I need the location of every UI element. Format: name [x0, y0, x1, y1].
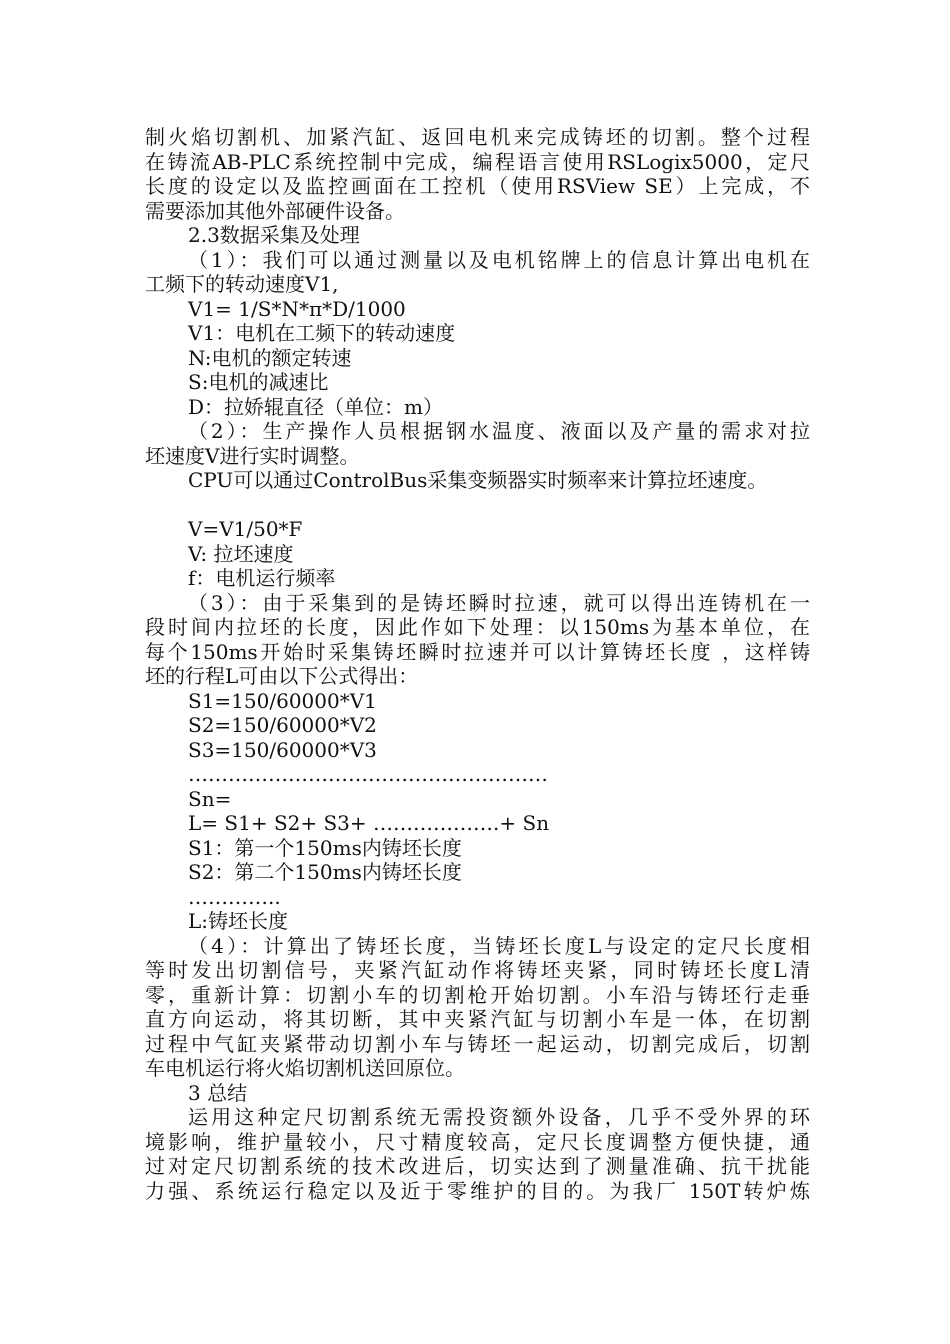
text-line: CPU可以通过ControlBus采集变频器实时频率来计算拉坯速度。 [188, 468, 768, 492]
text-line: （4）：计算出了铸坯长度，当铸坯长度L与设定的定尺长度相 [188, 933, 810, 958]
text-line: 工频下的转动速度V1, [145, 272, 339, 296]
text-line: 零，重新计算：切割小车的切割枪开始切割。小车沿与铸坯行走垂 [145, 982, 810, 1007]
formula-line: S2=150/60000*V2 [188, 713, 377, 737]
ellipsis-line: ……………………………………………… [188, 762, 548, 786]
text-line: S:电机的减速比 [188, 370, 329, 394]
text-line: 过对定尺切割系统的技术改进后，切实达到了测量准确、抗干扰能 [145, 1154, 810, 1178]
formula-line: S3=150/60000*V3 [188, 737, 377, 762]
text-line: （2）：生产操作人员根据钢水温度、液面以及产量的需求对拉 [188, 419, 810, 443]
document-body [145, 125, 810, 1203]
formula-line: Sn= [188, 786, 232, 811]
text-line: D：拉娇辊直径（单位：m） [188, 394, 443, 419]
text-line: L:铸坯长度 [188, 909, 289, 933]
text-line: S2：第二个150ms内铸坯长度 [188, 860, 462, 884]
formula-line: S1=150/60000*V1 [188, 688, 377, 713]
text-line: （3）：由于采集到的是铸坯瞬时拉速，就可以得出连铸机在一 [188, 590, 810, 615]
text-line: 等时发出切割信号，夹紧汽缸动作将铸坯夹紧，同时铸坯长度L清 [145, 958, 810, 982]
text-line: （1）：我们可以通过测量以及电机铭牌上的信息计算出电机在 [188, 247, 810, 272]
text-line: S1：第一个150ms内铸坯长度 [188, 835, 462, 860]
formula-line: V=V1/50*F [188, 517, 303, 541]
text-line: 在铸流AB-PLC系统控制中完成，编程语言使用RSLogix5000，定尺 [145, 149, 810, 174]
text-line: 运用这种定尺切割系统无需投资额外设备，几乎不受外界的环 [188, 1105, 810, 1129]
text-line: 段时间内拉坯的长度，因此作如下处理：以150ms为基本单位，在 [145, 615, 810, 639]
text-line: 力强、系统运行稳定以及近于零维护的目的。为我厂 150T转炉炼 [145, 1178, 810, 1203]
formula-line: L= S1+ S2+ S3+ ……………….+ Sn [188, 811, 550, 835]
text-line: V: 拉坯速度 [188, 541, 294, 566]
text-line: N:电机的额定转速 [188, 345, 352, 370]
formula-line: V1= 1/S*N*π*D/1000 [188, 296, 406, 321]
text-line: 每个150ms开始时采集铸坯瞬时拉速并可以计算铸坯长度 ，这样铸 [145, 639, 810, 664]
text-line: 直方向运动，将其切断，其中夹紧汽缸与切割小车是一体，在切割 [145, 1007, 810, 1031]
text-line: 过程中气缸夹紧带动切割小车与铸坯一起运动，切割完成后，切割 [145, 1031, 810, 1056]
text-line: V1：电机在工频下的转动速度 [188, 321, 456, 345]
text-line: 长度的设定以及监控画面在工控机（使用RSView SE）上完成，不 [145, 174, 810, 198]
blank-line [145, 493, 810, 518]
text-line: 需要添加其他外部硬件设备。 [145, 198, 405, 223]
text-line: 境影响，维护量较小，尺寸精度较高，定尺长度调整方便快捷，通 [145, 1129, 810, 1154]
section-heading: 2.3数据采集及处理 [188, 223, 360, 247]
section-heading: 3 总结 [188, 1080, 248, 1105]
text-line: 坯速度V进行实时调整。 [145, 443, 360, 468]
text-line: f：电机运行频率 [188, 566, 336, 590]
ellipsis-line: ………….. [188, 884, 281, 909]
text-line: 车电机运行将火焰切割机送回原位。 [145, 1056, 465, 1080]
text-line: 制火焰切割机、加紧汽缸、返回电机来完成铸坯的切割。整个过程 [145, 125, 810, 149]
text-line: 坯的行程L可由以下公式得出： [145, 664, 419, 688]
